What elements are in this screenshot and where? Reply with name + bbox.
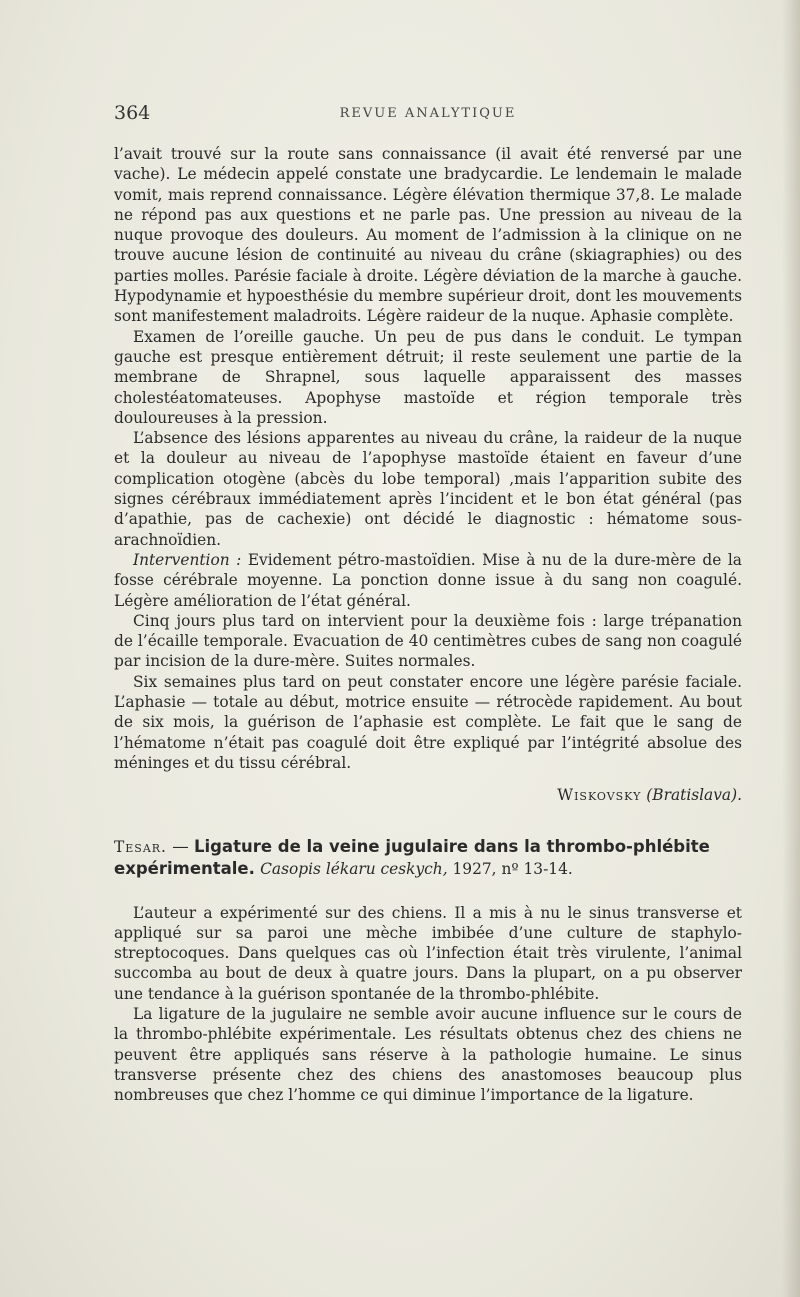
intervention-label: Intervention :: [133, 550, 242, 569]
body-text: [114, 144, 742, 1105]
paragraph: La ligature de la jugulaire ne semble avoir aucune influence sur le cours de la thrombo-phlébite expérimentale. Les résultats obtenus chez des chiens ne peuvent être appliqués sans réserve à la pathologie humaine. Le sinus transverse présente chez des chiens des anastomoses beaucoup plus nombreuses que chez l’homme ce qui diminue l’importance de la ligature.: [114, 1004, 742, 1105]
heading-dash: —: [166, 836, 194, 856]
review-signature: [114, 785, 742, 805]
paragraph: L’auteur a expérimenté sur des chiens. Il a mis à nu le sinus transverse et appliqué sur sa paroi une mèche imbibée d’une culture de staphylo-streptocoques. Dans quelques cas où l’infection était très virulente, l’animal succomba au bout de deux à quatre jours. Dans la plupart, on a pu observer une tendance à la guérison spontanée de la thrombo-phlébite.: [114, 903, 742, 1003]
paragraph: Cinq jours plus tard on intervient pour la deuxième fois : large trépanation de l’écaille temporale. Evacuation de 40 centimètres cubes de sang non coagulé par incision de la dure-mère. Suites normales.: [114, 611, 742, 671]
paragraph: Examen de l’oreille gauche. Un peu de pus dans le conduit. Le tympan gauche est presque entièrement détruit; il reste seulement une partie de la membrane de Shrapnel, sous laquelle apparaissent des masses cholestéatomateuses. Apophyse mastoïde et région temporale très douloureuses à la pression.: [114, 327, 742, 427]
running-head: REVUE ANALYTIQUE: [339, 106, 517, 121]
paragraph: L’absence des lésions apparentes au niveau du crâne, la raideur de la nuque et la douleur au niveau de l’apophyse mastoïde étaient en faveur d’une complication otogène (abcès du lobe temporal) ,mais l’apparition subite des signes cérébraux immédiatement après l’incident et le bon état général (pas d’apathie, pas de cachexie) ont décidé le diagnostic : hématome sous-arachnoïdien.: [114, 429, 742, 549]
page-header: [114, 102, 742, 128]
publication-info: 1927, nº 13-14.: [447, 859, 573, 878]
intervention-text: Evidement pétro-mastoïdien. Mise à nu de la dure-mère de la fosse cérébrale moyenne. La ponction donne issue à du sang non coagulé. Légère amélioration de l’état général.: [114, 550, 742, 610]
paragraph: l’avait trouvé sur la route sans connaissance (il avait été renversé par une vache). Le médecin appelé constate une bradycardie. Le lendemain le malade vomit, mais reprend connaissance. Légère élévation thermique 37,8. Le malade ne répond pas aux questions et ne parle pas. Une pression au niveau de la nuque provoque des douleurs. Au moment de l’admission à la clinique on ne trouve aucune lésion de continuité au niveau du crâne (skiagraphies) ou des parties molles. Parésie faciale à droite. Légère déviation de la marche à gauche. Hypodynamie et hypoesthésie du membre supérieur droit, dont les mouvements sont manifestement maladroits. Légère raideur de la nuque. Aphasie complète.: [114, 145, 742, 326]
article-title: Ligature de la veine jugulaire dans la thrombo-phlébite expérimentale.: [114, 836, 710, 878]
signature-name: Wiskovsky: [557, 786, 642, 805]
signature-city: (Bratislava).: [646, 786, 742, 805]
page-edge-shadow: [782, 0, 800, 1297]
paragraph-intervention: [114, 550, 742, 611]
paragraph: Six semaines plus tard on peut constater encore une légère parésie faciale. L’aphasie — totale au début, motrice ensuite — rétrocède rapidement. Au bout de six mois, la guérison de l’aphasie est complète. Le fait que le sang de l’hématome n’était pas coagulé doit être expliqué par l’intégrité absolue des méninges et du tissu cérébral.: [114, 672, 742, 772]
article-author: Tesar.: [114, 837, 167, 856]
journal-name: Casopis lékaru ceskych,: [260, 859, 448, 878]
review2-body: [114, 903, 742, 1106]
article-heading: [114, 836, 742, 880]
page-number: 364: [114, 102, 151, 124]
